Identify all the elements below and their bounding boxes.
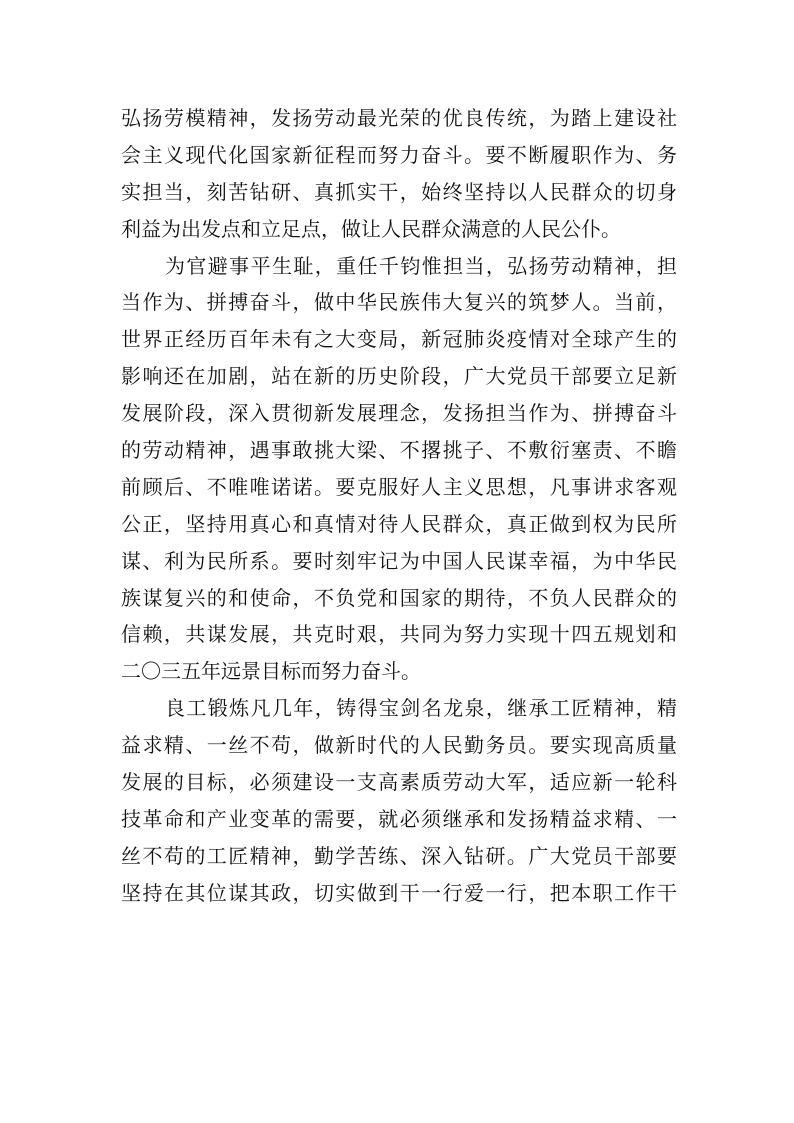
text-line: 当作为、拼搏奋斗，做中华民族伟大复兴的筑梦人。当前， <box>121 290 677 315</box>
text-line: 技革命和产业变革的需要，就必须继承和发扬精益求精、一 <box>121 806 677 831</box>
text-line: 利益为出发点和立足点，做让人民群众满意的人民公仆。 <box>121 216 621 241</box>
text-line: 信赖，共谋发展，共克时艰，共同为努力实现十四五规划和 <box>121 622 677 647</box>
text-line: 坚持在其位谋其政，切实做到干一行爱一行，把本职工作干 <box>121 880 677 905</box>
text-line: 益求精、一丝不苟，做新时代的人民勤务员。要实现高质量 <box>121 733 677 758</box>
text-line: 弘扬劳模精神，发扬劳动最光荣的优良传统，为踏上建设社 <box>121 106 677 130</box>
text-line: 丝不苟的工匠精神，勤学苦练、深入钻研。广大党员干部要 <box>121 843 677 868</box>
text-line: 二〇三五年远景目标而努力奋斗。 <box>121 659 421 684</box>
text-line: 公正，坚持用真心和真情对待人民群众，真正做到权为民所 <box>121 511 677 536</box>
text-line: 谋、利为民所系。要时刻牢记为中国人民谋幸福，为中华民 <box>121 548 677 573</box>
text-line: 发展的目标，必须建设一支高素质劳动大军，适应新一轮科 <box>121 770 677 795</box>
text-line: 前顾后、不唯唯诺诺。要克服好人主义思想，凡事讲求客观 <box>121 474 677 499</box>
text-line: 良工锻炼凡几年，铸得宝剑名龙泉，继承工匠精神，精 <box>165 696 677 721</box>
text-line: 实担当，刻苦钻研、真抓实干，始终坚持以人民群众的切身 <box>121 179 677 204</box>
text-line: 会主义现代化国家新征程而努力奋斗。要不断履职作为、务 <box>121 142 677 167</box>
text-line: 影响还在加剧，站在新的历史阶段，广大党员干部要立足新 <box>121 364 677 389</box>
text-line: 族谋复兴的和使命，不负党和国家的期待，不负人民群众的 <box>121 585 677 610</box>
body-text <box>121 100 677 912</box>
text-line: 的劳动精神，遇事敢挑大梁、不撂挑子、不敷衍塞责、不瞻 <box>121 438 677 463</box>
text-line: 为官避事平生耻，重任千钧惟担当，弘扬劳动精神，担 <box>165 253 677 278</box>
text-line: 发展阶段，深入贯彻新发展理念，发扬担当作为、拼搏奋斗 <box>121 401 677 426</box>
text-line: 世界正经历百年未有之大变局，新冠肺炎疫情对全球产生的 <box>121 327 677 352</box>
